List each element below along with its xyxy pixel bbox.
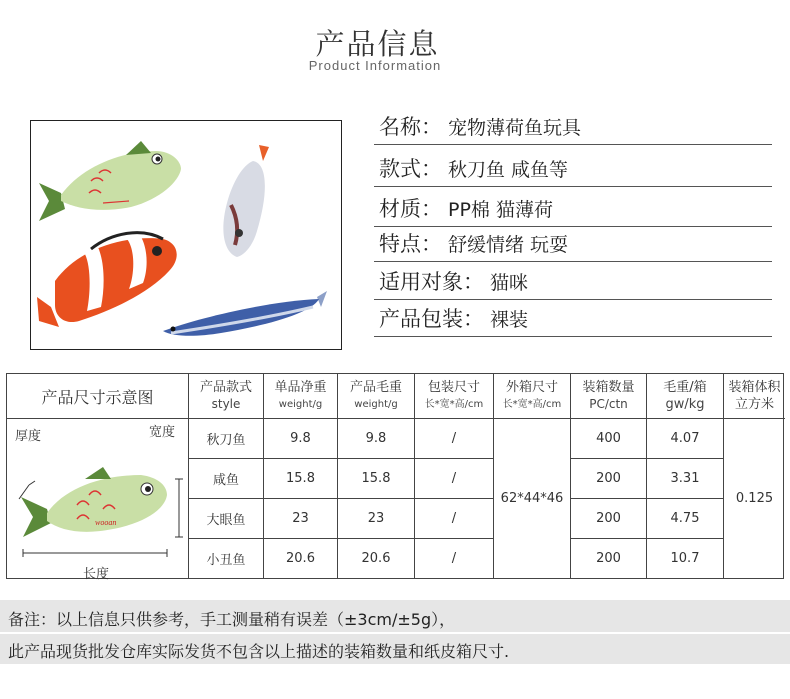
- header-line: 产品款式: [199, 380, 252, 395]
- row-style: 秋刀鱼: [189, 419, 264, 459]
- thickness-label: 厚度: [15, 429, 42, 444]
- row-gross: 9.8: [338, 419, 415, 459]
- note-line-1: 备注：以上信息只供参考，手工测量稍有误差（±3cm/±5g），: [8, 610, 456, 629]
- info-label: 产品包装：: [379, 307, 484, 331]
- row-net: 23: [264, 499, 338, 539]
- product-photo: [30, 120, 342, 350]
- header-qty: [571, 374, 647, 419]
- diagram-title: 产品尺寸示意图: [7, 374, 189, 419]
- page-subtitle: Product Information: [308, 58, 442, 73]
- header-gross-weight: [338, 374, 415, 419]
- row-gw: 3.31: [647, 459, 724, 499]
- info-label: 材质：: [379, 197, 442, 221]
- row-pack: /: [415, 459, 494, 499]
- row-net: 20.6: [264, 539, 338, 578]
- sardine-toy: [163, 291, 327, 336]
- header-line: 毛重/箱: [663, 380, 707, 395]
- header-volume: [724, 374, 785, 419]
- info-label: 款式：: [379, 157, 442, 181]
- row-net: 15.8: [264, 459, 338, 499]
- info-label: 特点：: [379, 232, 442, 256]
- header-line: 产品毛重: [349, 380, 402, 395]
- info-row-feature: [374, 230, 772, 262]
- width-label: 宽度: [149, 425, 176, 440]
- info-value: 秋刀鱼 咸鱼等: [448, 159, 569, 181]
- row-qty: 200: [571, 459, 647, 499]
- row-gw: 10.7: [647, 539, 724, 578]
- row-qty: 200: [571, 499, 647, 539]
- row-gw: 4.07: [647, 419, 724, 459]
- page-title: 产品信息: [315, 27, 440, 61]
- info-row-target: [374, 268, 772, 300]
- row-style: 大眼鱼: [189, 499, 264, 539]
- row-style: 小丑鱼: [189, 539, 264, 578]
- row-pack: /: [415, 419, 494, 459]
- header-line: 装箱体积: [728, 380, 781, 395]
- info-value: 宠物薄荷鱼玩具: [448, 117, 582, 139]
- info-label: 名称：: [379, 115, 442, 139]
- header-sub: 长*宽*高/cm: [502, 399, 562, 410]
- header-line: 装箱数量: [582, 380, 635, 395]
- row-net: 9.8: [264, 419, 338, 459]
- row-gross: 20.6: [338, 539, 415, 578]
- fish-text: wooan: [95, 518, 117, 527]
- info-row-name: [374, 113, 772, 145]
- header-sub: PC/ctn: [589, 397, 628, 411]
- diagram-fish: [21, 467, 167, 537]
- row-qty: 200: [571, 539, 647, 578]
- row-pack: /: [415, 499, 494, 539]
- info-row-package: [374, 305, 772, 337]
- length-label: 长度: [83, 567, 110, 582]
- info-row-style: [374, 155, 772, 187]
- size-diagram: [7, 419, 189, 582]
- header-sub: weight/g: [278, 399, 323, 410]
- carton-size-value: 62*44*46: [494, 419, 571, 578]
- info-value: 裸装: [490, 309, 529, 331]
- row-gross: 15.8: [338, 459, 415, 499]
- row-style: 咸鱼: [189, 459, 264, 499]
- green-fish-toy: [39, 141, 181, 221]
- clownfish-toy: [37, 233, 177, 327]
- header-pack-size: [415, 374, 494, 419]
- volume-value: 0.125: [735, 491, 774, 506]
- header-style: [189, 374, 264, 419]
- header-carton-size: [494, 374, 571, 419]
- header-net-weight: [264, 374, 338, 419]
- header-sub: 立方米: [734, 397, 774, 412]
- standing-fish-toy: [223, 145, 269, 257]
- info-label: 适用对象：: [379, 270, 484, 294]
- row-gw: 4.75: [647, 499, 724, 539]
- spec-table: [6, 373, 784, 582]
- info-row-material: [374, 195, 772, 227]
- info-value: 猫咪: [490, 272, 529, 294]
- header-sub: 长*宽*高/cm: [424, 399, 484, 410]
- notes-panel: [0, 600, 790, 664]
- header-line: 单品净重: [274, 380, 327, 395]
- row-pack: /: [415, 539, 494, 578]
- header-sub: gw/kg: [665, 397, 705, 412]
- row-gross: 23: [338, 499, 415, 539]
- info-value: 舒缓情绪 玩耍: [448, 234, 569, 256]
- note-line-2: 此产品现货批发仓库实际发货不包含以上描述的装箱数量和纸皮箱尺寸.: [8, 642, 510, 661]
- fish-toys-illustration: [31, 121, 343, 351]
- header-gw: [647, 374, 724, 419]
- header-sub: weight/g: [354, 399, 398, 410]
- header-line: 包装尺寸: [427, 380, 480, 395]
- header-line: 外箱尺寸: [505, 380, 558, 395]
- info-value: PP棉 猫薄荷: [448, 199, 553, 221]
- row-qty: 400: [571, 419, 647, 459]
- header-sub: style: [211, 397, 241, 411]
- note-divider: [0, 632, 790, 634]
